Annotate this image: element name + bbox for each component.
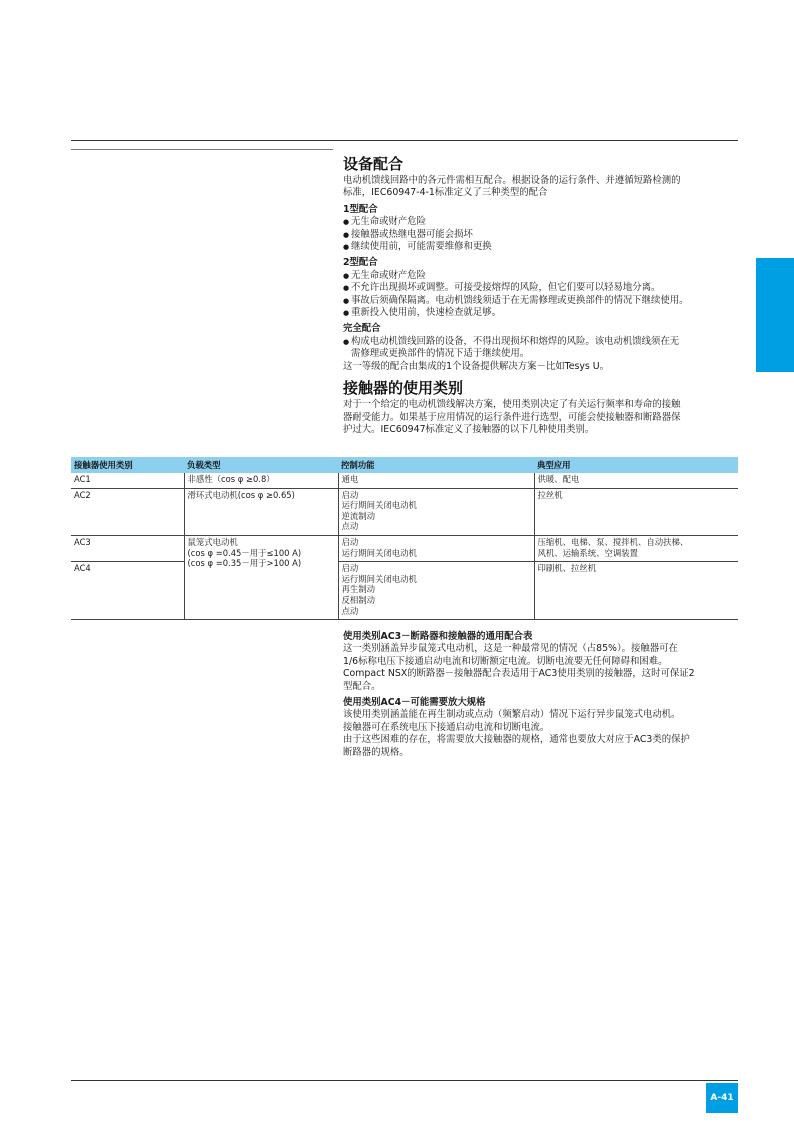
intro-line: 器耐受能力。如果基于应用情况的运行条件进行选型，可能会使接触器和断路器保: [343, 411, 681, 423]
cell-line: 点动: [341, 605, 359, 616]
table-header-row: [71, 457, 738, 473]
category-cell: AC1: [71, 473, 184, 488]
table-row: [71, 535, 738, 561]
control-cell: [338, 488, 534, 535]
top-rule: [71, 140, 738, 141]
list-item: ● 不允许出现损坏或调整。可接受接熔焊的风险，但它们要可以轻易地分离。: [343, 282, 738, 294]
cell-line: 压缩机、电梯、泵、搅拌机、自动扶梯、: [537, 536, 689, 547]
cell-line: 启动: [341, 536, 359, 547]
list-item: ● 继续使用前，可能需要维修和更换: [343, 241, 738, 253]
list-item: ● 接触器或热继电器可能会损坏: [343, 229, 738, 241]
application-cell: [534, 562, 738, 620]
intro-line: 护过大。IEC60947标准定义了接触器的以下几种使用类别。: [343, 423, 595, 435]
ac3-line: 型配合。: [343, 680, 381, 692]
table-row: [71, 488, 738, 535]
utilization-category-table: [71, 457, 738, 620]
category-cell: AC3: [71, 535, 184, 561]
intro-line: 电动机馈线回路中的各元件需相互配合。根据设备的运行条件、并遵循短路检测的: [343, 175, 681, 186]
column-header: 接触器使用类别: [71, 457, 184, 473]
section-title: 接触器的使用类别: [343, 379, 464, 398]
load-cell: 滑环式电动机(cos φ ≥0.65): [184, 488, 338, 535]
section-ac3-ac4: [343, 631, 738, 759]
bottom-rule: [71, 1080, 738, 1081]
page-number: A-41: [706, 1083, 738, 1113]
ac4-line: 由于这些困难的存在，将需要放大接触器的规格，通常也要放大对应于AC3类的保护: [343, 734, 690, 746]
application-cell: [534, 535, 738, 561]
cell-line: 风机、运输系统、空调装置: [537, 547, 638, 558]
table-row: [71, 473, 738, 488]
list-item: [343, 336, 738, 361]
cell-line: 印刷机、拉丝机: [537, 563, 597, 574]
list-item: ● 事故后须确保隔离。电动机馈线须适于在无需修理或更换部件的情况下继续使用。: [343, 295, 738, 307]
category-cell: AC2: [71, 488, 184, 535]
full-list: [343, 336, 738, 361]
list-item: ● 无生命或财产危险: [343, 216, 738, 228]
cell-line: 启动: [341, 563, 359, 574]
column-header: 负载类型: [184, 457, 338, 473]
intro-line: 标准，IEC60947-4-1标准定义了三种类型的配合: [343, 187, 548, 199]
type2-list: [343, 270, 738, 320]
type1-list: [343, 216, 738, 253]
ac3-line: 1/6标称电压下接通启动电流和切断额定电流。切断电流要无任何障碍和困难。: [343, 655, 668, 667]
load-cell: 非感性（cos φ ≥0.8）: [184, 473, 338, 488]
cell-line: 供暖、配电: [537, 474, 580, 484]
ac4-heading: 使用类别AC4－可能需要放大规格: [343, 697, 486, 709]
application-cell: [534, 473, 738, 488]
ac3-heading: 使用类别AC3－断路器和接触器的通用配合表: [343, 631, 533, 642]
cell-line: 运行期间关闭电动机: [341, 573, 417, 584]
cell-line: (cos φ =0.45－用于≤100 A): [187, 547, 302, 558]
ac3-line: 这一类别涵盖异步鼠笼式电动机，这是一种最常见的情况（占85%）。接触器可在: [343, 643, 678, 655]
ac3-line: Compact NSX的断路器－接触器配合表适用于AC3使用类别的接触器，这时可保证2: [343, 668, 695, 680]
control-cell: [338, 562, 534, 620]
column-header: 典型应用: [534, 457, 738, 473]
application-cell: [534, 488, 738, 535]
cell-line: 点动: [341, 521, 359, 532]
category-cell: AC4: [71, 562, 184, 620]
type1-heading: 1型配合: [343, 203, 378, 215]
cell-line: 拉丝机: [537, 489, 563, 500]
ac4-line: 接触器可在系统电压下接通启动电流和切断电流。: [343, 721, 550, 733]
table-row: [71, 562, 738, 620]
cell-line: 启动: [341, 489, 359, 500]
left-column-rule: [71, 149, 333, 150]
list-item-line: 构成电动机馈线回路的设备，不得出现损坏和熔焊的风险。该电动机馈线须在无: [351, 335, 680, 347]
column-header: 控制功能: [338, 457, 534, 473]
control-cell: [338, 535, 534, 561]
section-side-tab: [756, 258, 794, 372]
full-heading: 完全配合: [343, 323, 381, 335]
section-title: 设备配合: [343, 155, 404, 173]
ac4-line: 断路器的规格。: [343, 746, 409, 758]
list-item: ● 重新投入使用前，快速检查就足够。: [343, 307, 738, 319]
section-coordination: [343, 155, 738, 436]
load-cell: [184, 535, 338, 619]
cell-line: 鼠笼式电动机: [187, 536, 238, 547]
cell-line: 运行期间关闭电动机: [341, 500, 417, 511]
full-note: 这一等级的配合由集成的1个设备提供解决方案－比如Tesys U。: [343, 360, 610, 372]
cell-line: 运行期间关闭电动机: [341, 547, 417, 558]
list-item: ● 无生命或财产危险: [343, 270, 738, 282]
control-cell: [338, 473, 534, 488]
cell-line: (cos φ =0.35－用于>100 A): [187, 558, 302, 569]
type2-heading: 2型配合: [343, 257, 378, 269]
cell-line: 逆流制动: [341, 510, 375, 521]
ac4-line: 该使用类别涵盖能在再生制动或点动（频繁启动）情况下运行异步鼠笼式电动机。: [343, 709, 681, 721]
cell-line: 反相制动: [341, 594, 375, 605]
cell-line: 再生制动: [341, 584, 375, 595]
cell-line: 通电: [341, 474, 359, 484]
list-item-line: 需修理或更换部件的情况下适于继续使用。: [351, 348, 530, 360]
intro-line: 对于一个给定的电动机馈线解决方案，使用类别决定了有关运行频率和寿命的接触: [343, 399, 681, 411]
